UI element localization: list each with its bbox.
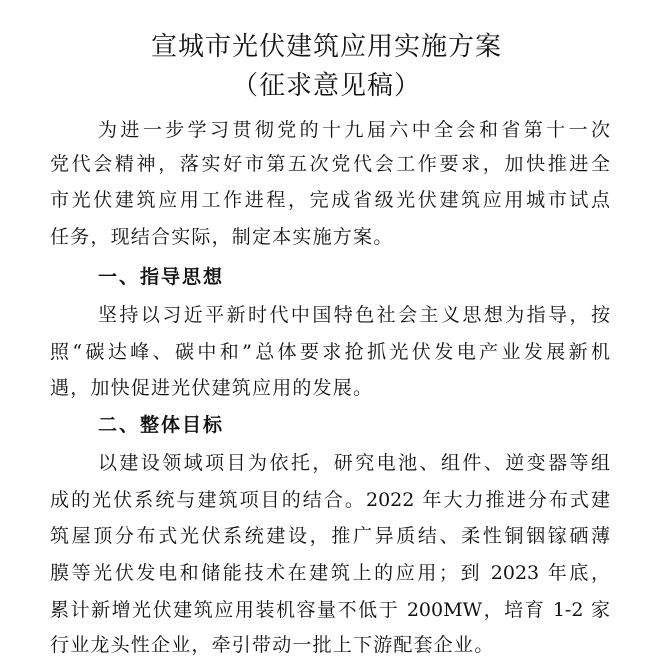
section-line: 坚持以习近平新时代中国特色社会主义思想为指导，按: [98, 304, 610, 326]
section-line: 以建设领域项目为依托，研究电池、组件、逆变器等组: [98, 452, 610, 474]
intro-line: 任务，现结合实际，制定本实施方案。: [50, 226, 394, 248]
section-heading-overall-goal: 二、整体目标: [98, 414, 225, 436]
intro-line: 市光伏建筑应用工作进程，完成省级光伏建筑应用城市试点: [50, 189, 610, 211]
section-line: 筑屋顶分布式光伏系统建设，推广异质结、柔性铜铟镓硒薄: [50, 525, 610, 547]
intro-line: 党代会精神，落实好市第五次党代会工作要求，加快推进全: [50, 153, 610, 175]
section-line: 累计新增光伏建筑应用装机容量不低于 200MW，培育 1-2 家: [50, 599, 610, 621]
document-title: 宣城市光伏建筑应用实施方案: [150, 32, 502, 62]
intro-line: 为进一步学习贯彻党的十九届六中全会和省第十一次: [98, 119, 610, 141]
document-subtitle: （征求意见稿）: [231, 71, 421, 101]
section-line: 成的光伏系统与建筑项目的结合。2022 年大力推进分布式建: [50, 489, 610, 511]
section-line: 照“碳达峰、碳中和”总体要求抢抓光伏发电产业发展新机: [50, 341, 610, 363]
section-line: 行业龙头性企业，牵引带动一批上下游配套企业。: [50, 634, 495, 656]
section-heading-guiding-ideology: 一、指导思想: [98, 266, 225, 288]
section-line: 遇，加快促进光伏建筑应用的发展。: [50, 377, 374, 399]
section-line: 膜等光伏发电和储能技术在建筑上的应用；到 2023 年底，: [50, 562, 610, 584]
